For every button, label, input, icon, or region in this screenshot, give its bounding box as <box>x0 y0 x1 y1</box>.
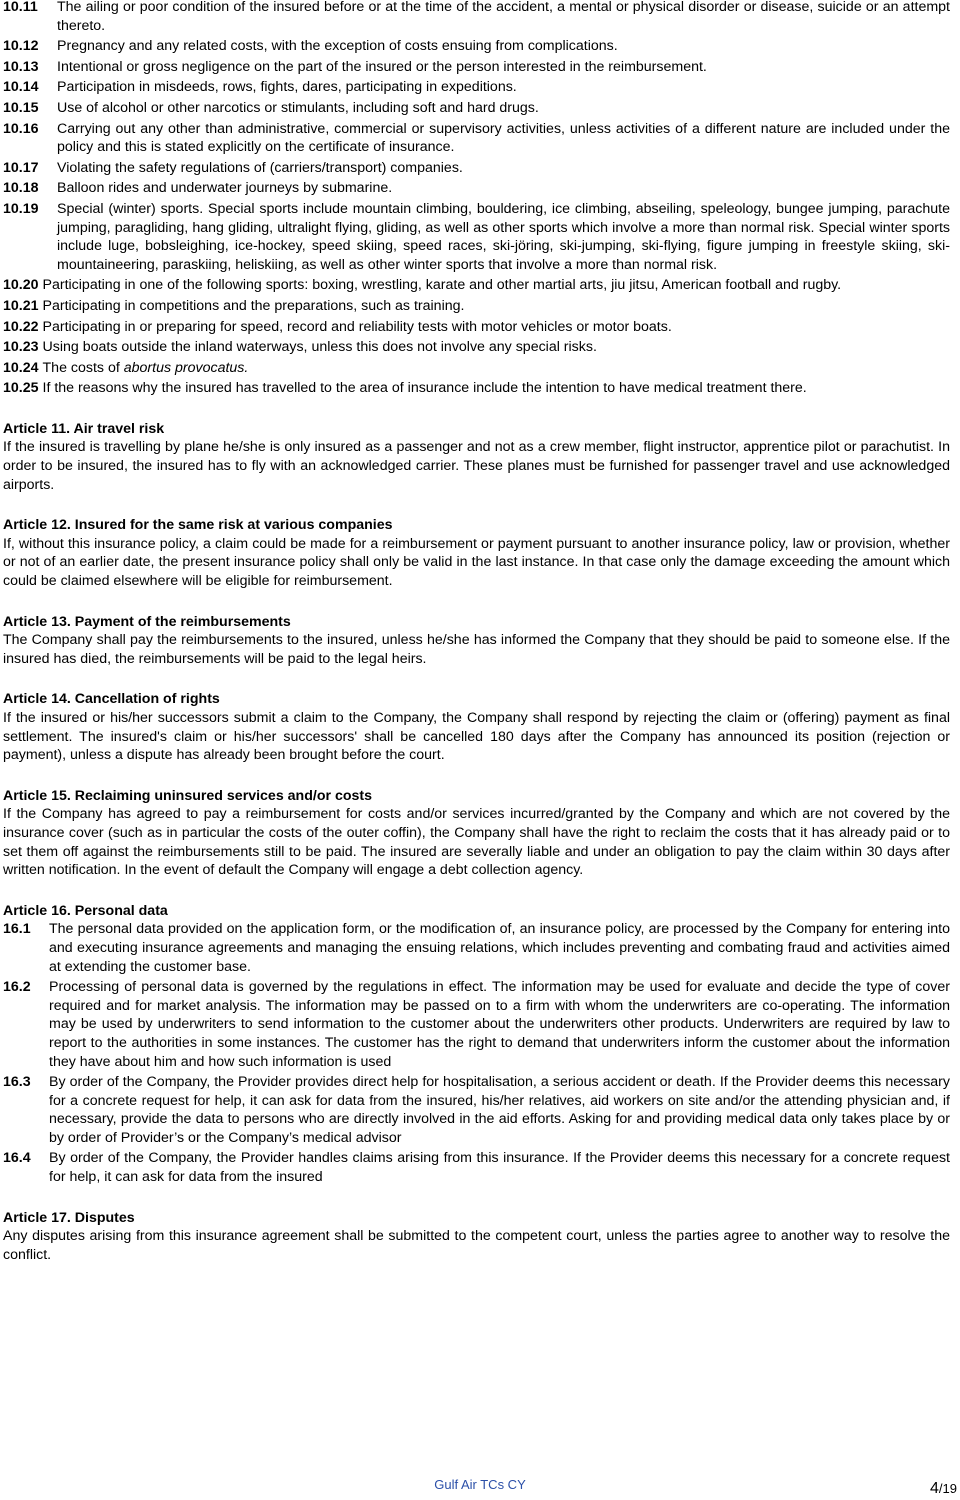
clause-text-italic: abortus provocatus. <box>123 359 249 376</box>
clause-number: 10.24 <box>3 359 39 376</box>
clause-item <box>3 359 950 378</box>
clause-text-main: Using boats outside the inland waterways, unless this does not involve any special risks. <box>42 339 597 356</box>
article-17-title: Article 17. Disputes <box>3 1209 135 1226</box>
article-block <box>3 613 950 669</box>
clause-text-main: Participating in one of the following sports: boxing, wrestling, karate and other martial arts, jiu jitsu, American football and rugby. <box>42 277 842 294</box>
article-title: Article 15. Reclaiming uninsured services and/or costs <box>3 787 373 804</box>
page-number <box>930 1480 957 1499</box>
footer-brand: Gulf Air TCs CY <box>434 1477 526 1492</box>
clause-text <box>49 920 950 976</box>
clause-item <box>3 200 950 274</box>
clause-text <box>43 298 465 314</box>
clause-item <box>3 1073 950 1147</box>
clause-number: 10.19 <box>3 200 39 217</box>
clause-text <box>57 179 950 198</box>
clause-number: 10.16 <box>3 120 39 137</box>
clause-text-main: Participating in competitions and the preparations, such as training. <box>42 297 465 314</box>
clause-item <box>3 159 950 178</box>
clause-text <box>49 978 950 1071</box>
clause-number: 10.23 <box>3 339 39 356</box>
clause-item <box>3 99 950 118</box>
article-block <box>3 690 950 764</box>
article-body: If the insured or his/her successors submit a claim to the Company, the Company shall respond by rejecting the claim or (offering) payment as final settlement. The insured's claim or his/her successors' shall be cancelled 180 days after the Company has announced its position (rejection or payment), unless a dispute has already been brought before the court. <box>3 710 950 764</box>
clause-text-main: By order of the Company, the Provider handles claims arising from this insurance. If the Provider deems this necessary for a concrete request for help, it can ask for data from the insured <box>49 1150 950 1186</box>
clause-text-main: The costs of <box>42 359 124 376</box>
clause-number: 10.18 <box>3 180 39 197</box>
clause-number: 16.4 <box>3 1150 31 1167</box>
articles <box>3 420 950 880</box>
article-16-clauses <box>3 920 950 1186</box>
clause-text <box>43 277 842 293</box>
article-title: Article 14. Cancellation of rights <box>3 691 220 708</box>
clause-text-main: Processing of personal data is governed by the regulations in effect. The information may be used for evaluate and decide the type of cover required and for market analysis. The information may be passed on to a firm with whom the underwriters are co-operating. The information may be used by underwriters to send information to the customer about the underwriters other products. Underwriters are required by law to report to the authorities in some instances. The customer has the right to demand that underwriters inform the customer about the information they have about him and how such information is used <box>49 979 950 1070</box>
article-17-body: Any disputes arising from this insurance agreement shall be submitted to the competent court, unless the parties agree to another way to resolve the conflict. <box>3 1228 950 1263</box>
clause-item <box>3 120 950 157</box>
article-body: If the insured is travelling by plane he/she is only insured as a passenger and not as a crew member, flight instructor, apprentice pilot or parachutist. In order to be insured, the insured has to fly with an acknowledged carrier. These planes must be furnished for passenger travel and use acknowledged airports. <box>3 439 950 493</box>
clause-number: 10.21 <box>3 297 39 314</box>
clause-number: 10.14 <box>3 79 39 96</box>
article-16 <box>3 902 950 1187</box>
clause-text-main: Participating in or preparing for speed, record and reliability tests with motor vehicles or motor boats. <box>42 318 672 335</box>
article-body: The Company shall pay the reimbursements to the insured, unless he/she has informed the Company that they should be paid to someone else. If the insured has died, the reimbursements will be paid to the legal heirs. <box>3 632 950 667</box>
clause-item <box>3 318 950 337</box>
article-title: Article 12. Insured for the same risk at various companies <box>3 517 393 534</box>
clause-item <box>3 58 950 77</box>
clause-item <box>3 379 950 398</box>
clause-number: 10.12 <box>3 38 39 55</box>
clause-number: 10.11 <box>3 0 38 15</box>
clause-item <box>3 1149 950 1186</box>
clause-text <box>57 200 950 274</box>
clause-text-main: By order of the Company, the Provider provides direct help for hospitalisation, a serious accident or death. If the Provider deems this necessary for a concrete request for help, it can ask for data from the insured, his/her relatives, aid workers on site and/or the attending physician and, if necessary, provide the data to persons who are directly involved in the aid efforts. Asking for and providing medical data only takes place by or by order of Provider’s or the Company’s medical advisor <box>49 1074 950 1146</box>
clause-number: 16.2 <box>3 979 31 996</box>
clause-text <box>49 1149 950 1186</box>
clause-item <box>3 920 950 976</box>
clause-text-main: Balloon rides and underwater journeys by submarine. <box>57 180 393 197</box>
clause-text-main: Special (winter) sports. Special sports include mountain climbing, bouldering, ice climbing, abseiling, speleology, bungee jumping, parachute jumping, paragliding, hang gliding, ultralight flying, gliding, as well as other sports which involve a more than normal risk. Special winter sports include luge, bobsleighing, ice-hockey, speed skiing, speed races, ski-jöring, ski-jumping, ski-flying, figure jumping in freestyle skiing, ski-mountaineering, paraskiing, heliskiing, as well as other winter sports that involve a more than normal risk. <box>57 200 950 273</box>
clause-item <box>3 78 950 97</box>
clause-item <box>3 276 950 295</box>
article-title: Article 13. Payment of the reimbursements <box>3 613 291 630</box>
clause-text-main: Use of alcohol or other narcotics or stimulants, including soft and hard drugs. <box>57 99 539 116</box>
clause-text-main: The ailing or poor condition of the insured before or at the time of the accident, a mental or physical disorder or disease, suicide or an attempt thereto. <box>57 0 950 34</box>
exclusion-list-a <box>3 0 950 274</box>
clause-text <box>57 37 950 56</box>
clause-text <box>57 58 950 77</box>
clause-text <box>57 99 950 118</box>
article-17 <box>3 1209 950 1265</box>
clause-number: 10.15 <box>3 99 39 116</box>
clause-text-main: If the reasons why the insured has travelled to the area of insurance include the intention to have medical treatment there. <box>42 380 807 397</box>
clause-item <box>3 37 950 56</box>
article-body: If the Company has agreed to pay a reimbursement for costs and/or services incurred/granted by the Company and which are not covered by the insurance cover (such as in particular the costs of the outer coffin), the Company shall have the right to reclaim the costs that it has already paid or to set them off against the reimbursements still to be paid. The insured are severally liable and under an obligation to pay the claim within 30 days after written notification. In the event of default the Company will engage a debt collection agency. <box>3 806 950 879</box>
clause-item <box>3 978 950 1071</box>
clause-number: 10.17 <box>3 159 39 176</box>
article-block <box>3 516 950 590</box>
document-page <box>3 0 950 1264</box>
clause-text-main: Intentional or gross negligence on the part of the insured or the person interested in the reimbursement. <box>57 58 707 75</box>
clause-text <box>57 78 950 97</box>
clause-text <box>57 159 950 178</box>
clause-number: 16.3 <box>3 1074 31 1091</box>
article-title: Article 11. Air travel risk <box>3 420 165 437</box>
clause-text-main: The personal data provided on the application form, or the modification of, an insurance policy, are processed by the Company for entering into and executing insurance agreements and managing the ensuing relations, which includes preventing and combating fraud and activities aimed at extending the customer base. <box>49 921 950 975</box>
page-current: 4 <box>930 1480 939 1497</box>
article-block <box>3 420 950 494</box>
clause-text-main: Participation in misdeeds, rows, fights, dares, participating in expeditions. <box>57 79 517 96</box>
clause-text <box>57 120 950 157</box>
article-block <box>3 787 950 880</box>
clause-number: 10.22 <box>3 318 39 335</box>
article-body: If, without this insurance policy, a claim could be made for a reimbursement or payment pursuant to another insurance policy, law or provision, whether or not of an earlier date, the present insurance policy shall only be valid in the last instance. In that case only the damage exceeding the amount which could be claimed elsewhere will be eligible for reimbursement. <box>3 535 950 590</box>
clause-text <box>49 1073 950 1147</box>
clause-number: 10.20 <box>3 277 39 294</box>
clause-text <box>43 380 807 396</box>
clause-number: 16.1 <box>3 921 31 938</box>
clause-text-main: Violating the safety regulations of (carriers/transport) companies. <box>57 159 463 176</box>
clause-item <box>3 338 950 357</box>
clause-item <box>3 179 950 198</box>
exclusion-list-b <box>3 276 950 398</box>
clause-number: 10.13 <box>3 58 39 75</box>
clause-text-main: Carrying out any other than administrative, commercial or supervisory activities, unless activities of a different nature are included under the policy and this is stated explicitly on the certificate of insurance. <box>57 120 950 156</box>
clause-text <box>57 0 950 35</box>
clause-text-main: Pregnancy and any related costs, with the exception of costs ensuing from complications. <box>57 38 618 55</box>
clause-item <box>3 0 950 35</box>
article-16-title: Article 16. Personal data <box>3 902 168 919</box>
clause-text <box>43 339 597 355</box>
clause-number: 10.25 <box>3 380 39 397</box>
page-total: /19 <box>938 1481 957 1496</box>
clause-text <box>43 360 249 376</box>
clause-text <box>43 319 672 335</box>
clause-item <box>3 297 950 316</box>
